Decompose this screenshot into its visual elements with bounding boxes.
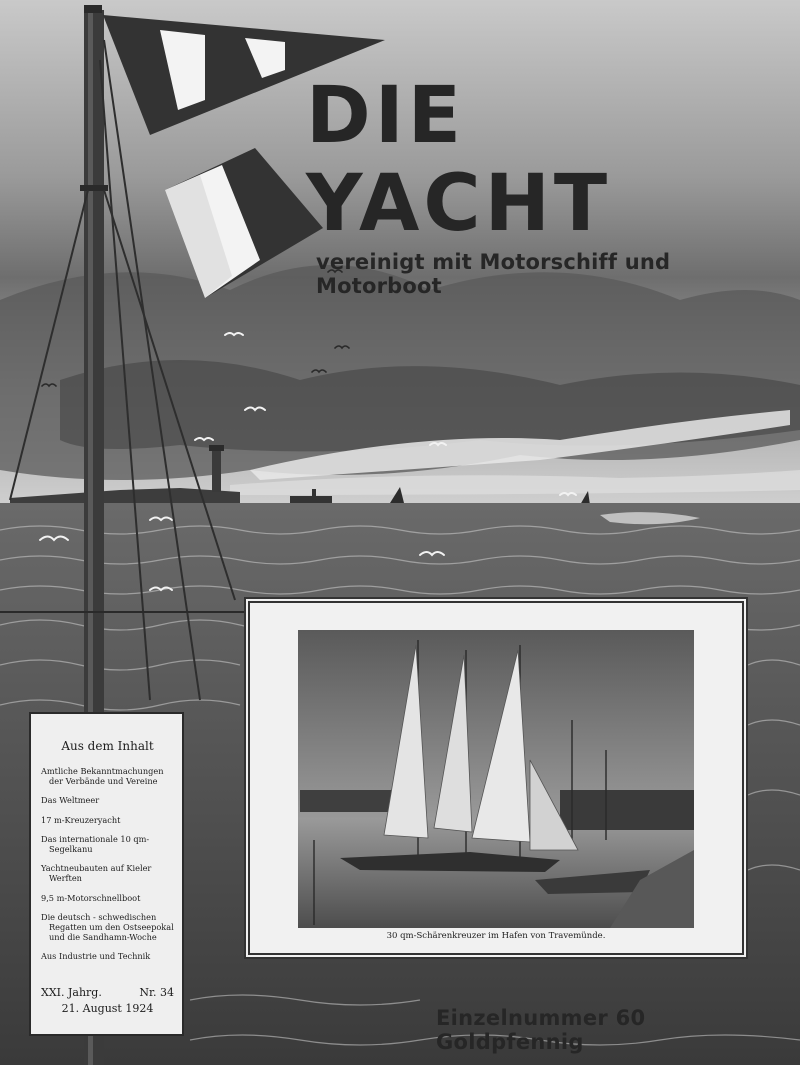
masthead bbox=[300, 72, 770, 298]
contents-item: Das Weltmeer bbox=[41, 795, 100, 806]
magazine-title: DIE YACHT bbox=[306, 71, 612, 249]
contents-item: Die deutsch - schwedischen Regatten um den Ostseepokal und die Sandhamn-Woche bbox=[41, 911, 174, 943]
contents-item: Amtliche Bekanntmachungen der Verbände und Vereine bbox=[41, 766, 164, 787]
price-label: Einzelnummer 60 Goldpfennig bbox=[436, 1006, 646, 1054]
photo-caption: 30 qm-Schärenkreuzer im Hafen von Travemünde. bbox=[386, 931, 606, 941]
photo-frame bbox=[244, 597, 748, 959]
issue-number: Nr. 34 bbox=[139, 986, 174, 999]
issue-date: 21. August 1924 bbox=[61, 1002, 154, 1015]
contents-item: Aus Industrie und Technik bbox=[41, 951, 151, 962]
contents-heading: Aus dem Inhalt bbox=[61, 739, 154, 753]
magazine-subtitle: vereinigt mit Motorschiff und Motorboot bbox=[316, 250, 671, 298]
volume-label: XXI. Jahrg. bbox=[41, 986, 102, 999]
contents-item: Yachtneubauten auf Kieler Werften bbox=[41, 863, 152, 884]
contents-item: Das internationale 10 qm-Segelkanu bbox=[41, 833, 150, 855]
issue-info bbox=[41, 986, 174, 1015]
contents-box bbox=[29, 712, 184, 1036]
contents-item: 17 m-Kreuzeryacht bbox=[41, 814, 121, 825]
contents-item: 9,5 m-Motorschnellboot bbox=[41, 892, 141, 903]
